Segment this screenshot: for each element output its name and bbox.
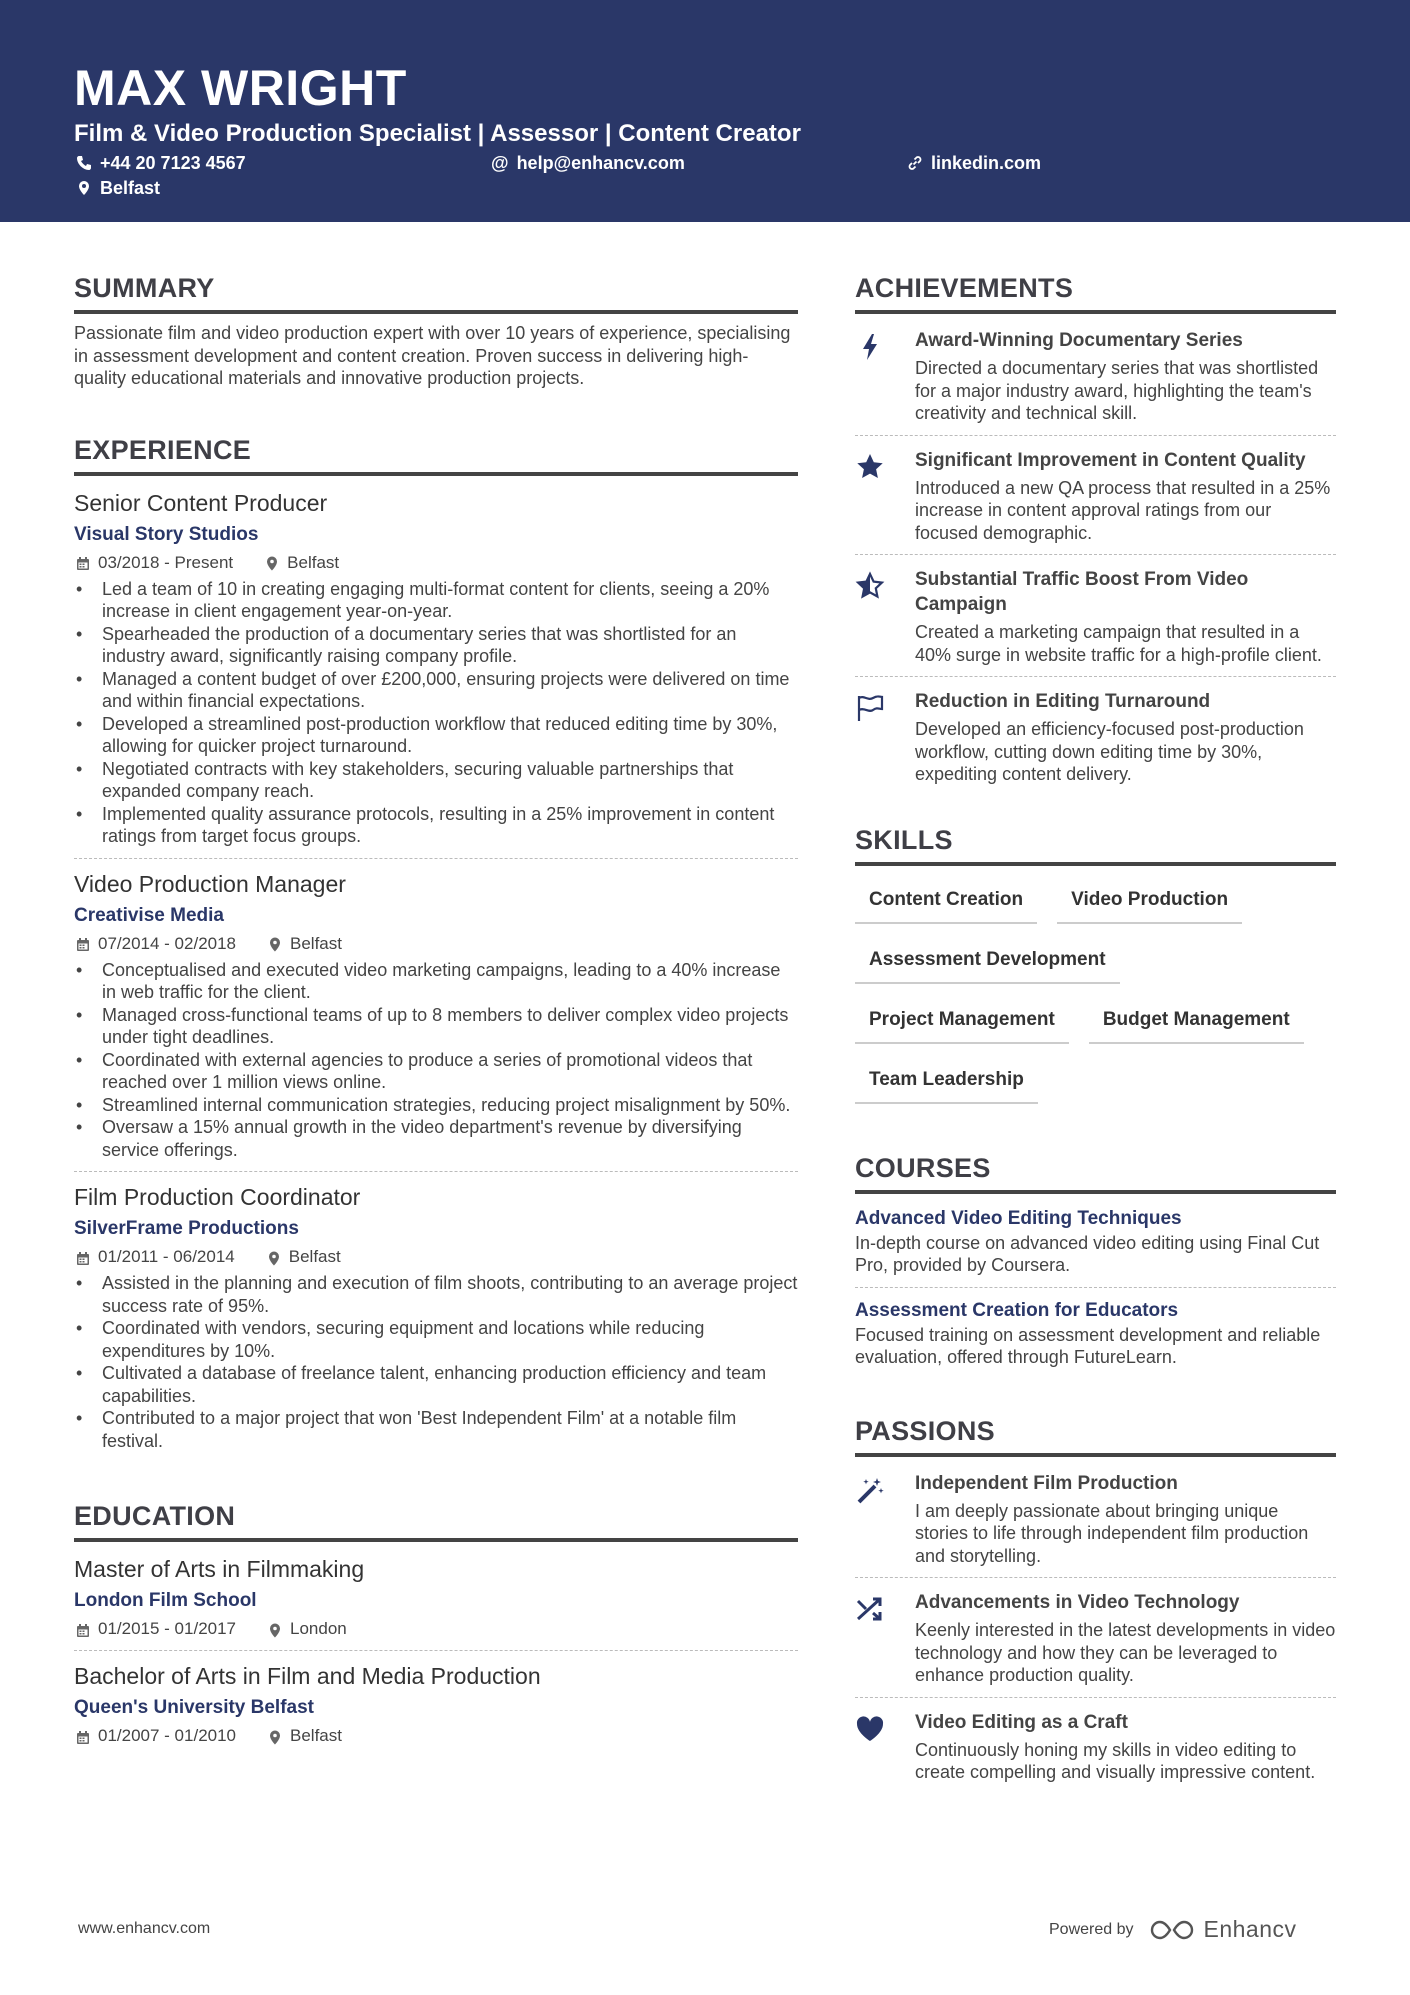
school-name[interactable]: Queen's University Belfast xyxy=(74,1697,314,1718)
course-description: Focused training on assessment development and reliable evaluation, offered through FutureLearn. xyxy=(855,1324,1321,1367)
bullet-item: • Oversaw a 15% annual growth in the video department's revenue by diversifying service offerings. xyxy=(74,1116,798,1161)
passion-item-title: Independent Film Production xyxy=(915,1472,1178,1494)
achievement-item-description: Developed an efficiency-focused post-production workflow, cutting down editing time by 30%, expediting content delivery. xyxy=(915,719,1304,784)
magic-wand-icon xyxy=(855,1469,915,1568)
date-range: 03/2018 - Present xyxy=(98,552,234,572)
passion-item-description: Continuously honing my skills in video editing to create compelling and visually impressive content. xyxy=(915,1739,1316,1782)
passion-item xyxy=(855,1469,1336,1568)
degree: Master of Arts in Filmmaking xyxy=(74,1556,365,1582)
date-location-row xyxy=(74,552,798,574)
passion-item-content xyxy=(915,1708,1336,1784)
bullet-item: • Led a team of 10 in creating engaging multi-format content for clients, seeing a 20% increase in client engagement year-on-year. xyxy=(74,578,798,623)
course-item xyxy=(855,1298,1336,1369)
passion-item xyxy=(855,1588,1336,1687)
achievement-item-title: Reduction in Editing Turnaround xyxy=(915,691,1211,712)
at-icon: @ xyxy=(491,153,509,173)
heart-icon xyxy=(855,1708,915,1784)
bullet-item: • Spearheaded the production of a documentary series that was shortlisted for an industry award, significantly raising company profile. xyxy=(74,623,798,668)
achievements-list xyxy=(855,326,1336,786)
divider xyxy=(855,435,1336,436)
courses-list xyxy=(855,1206,1336,1369)
achievement-item-title: Substantial Traffic Boost From Video Campaign xyxy=(915,569,1249,615)
divider xyxy=(74,1171,798,1172)
bullet-list xyxy=(74,959,798,1162)
skill-tag: Project Management xyxy=(855,998,1069,1044)
experience-list xyxy=(74,488,798,1453)
achievement-item xyxy=(855,326,1336,425)
star-outline-icon xyxy=(855,565,915,666)
lightning-icon xyxy=(855,326,915,425)
email-text[interactable]: help@enhancv.com xyxy=(516,153,685,173)
job-title: Film Production Coordinator xyxy=(74,1184,361,1210)
phone-icon xyxy=(76,155,92,171)
bullet-item: • Managed cross-functional teams of up to 8 members to deliver complex video projects under tight deadlines. xyxy=(74,1004,798,1049)
bullet-item: • Negotiated contracts with key stakeholders, securing valuable partnerships that expanded company reach. xyxy=(74,758,798,803)
phone-contact xyxy=(76,152,246,174)
course-title[interactable]: Assessment Creation for Educators xyxy=(855,1299,1179,1321)
bullet-item: • Coordinated with external agencies to produce a series of promotional videos that reached over 1 million views online. xyxy=(74,1049,798,1094)
divider xyxy=(855,554,1336,555)
bullet-item: • Conceptualised and executed video marketing campaigns, leading to a 40% increase in web traffic for the client. xyxy=(74,959,798,1004)
achievement-item-content xyxy=(915,326,1336,425)
passion-item-description: I am deeply passionate about bringing unique stories to life through independent film production and storytelling. xyxy=(915,1500,1309,1566)
achievement-item xyxy=(855,687,1336,786)
experience-entry xyxy=(74,1182,798,1452)
bullet-item: • Assisted in the planning and execution of film shoots, contributing to an average project success rate of 95%. xyxy=(74,1272,798,1317)
location-pin-icon xyxy=(268,936,282,951)
achievement-item-description: Created a marketing campaign that resulted in a 40% surge in website traffic for a high-profile client. xyxy=(915,622,1322,665)
enhancv-logo-icon xyxy=(1148,1918,1196,1942)
phone-text: +44 20 7123 4567 xyxy=(100,153,246,173)
bullet-item: • Developed a streamlined post-production workflow that reduced editing time by 30%, allowing for quicker project turnaround. xyxy=(74,713,798,758)
date-location-row xyxy=(74,1725,798,1747)
experience-heading: EXPERIENCE xyxy=(74,424,798,476)
company-name[interactable]: SilverFrame Productions xyxy=(74,1218,299,1239)
school-name[interactable]: London Film School xyxy=(74,1590,257,1611)
achievement-item-description: Introduced a new QA process that resulted in a 25% increase in content approval ratings from our focused demographic. xyxy=(915,477,1331,543)
course-item xyxy=(855,1206,1336,1277)
skill-tag: Budget Management xyxy=(1089,998,1304,1044)
shuffle-icon xyxy=(855,1588,915,1687)
bullet-item: • Contributed to a major project that won 'Best Independent Film' at a notable film festival. xyxy=(74,1407,798,1452)
achievement-item-title: Significant Improvement in Content Quality xyxy=(915,449,1306,471)
summary-heading: SUMMARY xyxy=(74,262,798,314)
linkedin-text[interactable]: linkedin.com xyxy=(931,153,1042,173)
passion-item-title: Advancements in Video Technology xyxy=(915,1592,1240,1613)
location-pin-icon xyxy=(267,1250,281,1265)
date-location-row xyxy=(74,1618,798,1640)
left-column xyxy=(74,262,798,1747)
bullet-item: • Managed a content budget of over £200,000, ensuring projects were delivered on time and within financial expectations. xyxy=(74,668,798,713)
date-range: 01/2007 - 01/2010 xyxy=(98,1726,237,1745)
achievement-item-content xyxy=(915,565,1336,666)
powered-by-text: Powered by xyxy=(1049,1920,1134,1938)
passions-list xyxy=(855,1469,1336,1784)
achievement-item-title: Award-Winning Documentary Series xyxy=(915,330,1243,351)
skill-tag: Team Leadership xyxy=(855,1058,1038,1104)
location: Belfast xyxy=(287,552,340,572)
skill-tag: Content Creation xyxy=(855,878,1037,924)
skills-list xyxy=(855,878,1336,1118)
star-icon xyxy=(855,446,915,545)
passion-item xyxy=(855,1708,1336,1784)
job-title: Video Production Manager xyxy=(74,870,346,897)
location: London xyxy=(290,1619,347,1638)
candidate-title: Film & Video Production Specialist | Assessor | Content Creator xyxy=(74,120,801,147)
bullet-item: • Streamlined internal communication strategies, reducing project misalignment by 50%. xyxy=(74,1094,798,1117)
achievement-item-content xyxy=(915,687,1336,786)
date-location-row xyxy=(74,933,798,955)
enhancv-logo xyxy=(1148,1916,1297,1943)
location: Belfast xyxy=(290,933,342,953)
divider xyxy=(855,676,1336,677)
link-icon xyxy=(907,155,923,171)
bullet-item: • Coordinated with vendors, securing equipment and locations while reducing expenditures by 10%. xyxy=(74,1317,798,1362)
bullet-list xyxy=(74,578,798,848)
calendar-icon xyxy=(76,1622,90,1637)
courses-heading: COURSES xyxy=(855,1142,1336,1194)
course-title[interactable]: Advanced Video Editing Techniques xyxy=(855,1207,1182,1229)
date-range: 01/2015 - 01/2017 xyxy=(98,1619,237,1638)
enhancv-brand-text: Enhancv xyxy=(1203,1916,1297,1942)
experience-entry xyxy=(74,488,798,848)
location-text: Belfast xyxy=(100,178,161,198)
passion-item-content xyxy=(915,1469,1336,1568)
passions-heading: PASSIONS xyxy=(855,1405,1336,1457)
achievement-item-content xyxy=(915,446,1336,545)
date-location-row xyxy=(74,1246,798,1268)
location-contact xyxy=(76,177,160,199)
job-title: Senior Content Producer xyxy=(74,489,328,516)
location: Belfast xyxy=(288,1247,341,1266)
calendar-icon xyxy=(76,1250,90,1265)
passion-item-description: Keenly interested in the latest developments in video technology and how they can be leveraged to enhance production quality. xyxy=(915,1620,1336,1685)
footer-website[interactable]: www.enhancv.com xyxy=(78,1920,211,1937)
company-name[interactable]: Creativise Media xyxy=(74,904,224,926)
calendar-icon xyxy=(76,555,90,570)
education-entry xyxy=(74,1554,798,1640)
skills-heading: SKILLS xyxy=(855,814,1336,866)
achievements-heading: ACHIEVEMENTS xyxy=(855,262,1336,314)
degree: Bachelor of Arts in Film and Media Production xyxy=(74,1663,541,1689)
achievement-item xyxy=(855,565,1336,666)
achievement-item xyxy=(855,446,1336,545)
footer-brand xyxy=(1049,1916,1297,1943)
divider xyxy=(855,1287,1336,1288)
divider xyxy=(74,858,798,859)
skill-tag: Video Production xyxy=(1057,878,1242,924)
bullet-item: • Cultivated a database of freelance talent, enhancing production efficiency and team capabilities. xyxy=(74,1362,798,1407)
location-pin-icon xyxy=(268,1622,282,1637)
bullet-item: • Implemented quality assurance protocols, resulting in a 25% improvement in content ratings from target focus groups. xyxy=(74,803,798,848)
skill-tag: Assessment Development xyxy=(855,938,1120,984)
divider xyxy=(74,1650,798,1651)
education-list xyxy=(74,1554,798,1747)
course-description: In-depth course on advanced video editing using Final Cut Pro, provided by Coursera. xyxy=(855,1232,1320,1275)
email-contact[interactable] xyxy=(491,152,685,174)
location-pin-icon xyxy=(268,1729,282,1744)
calendar-icon xyxy=(76,936,90,951)
calendar-icon xyxy=(76,1729,90,1744)
divider xyxy=(855,1577,1336,1578)
location-pin-icon xyxy=(265,555,279,570)
location-pin-icon xyxy=(76,180,92,196)
bullet-list xyxy=(74,1272,798,1452)
date-range: 01/2011 - 06/2014 xyxy=(98,1247,235,1266)
divider xyxy=(855,1697,1336,1698)
linkedin-contact[interactable] xyxy=(907,152,1041,174)
experience-entry xyxy=(74,869,798,1162)
right-column xyxy=(855,262,1336,1784)
education-heading: EDUCATION xyxy=(74,1490,798,1542)
company-name[interactable]: Visual Story Studios xyxy=(74,523,259,545)
passion-item-content xyxy=(915,1588,1336,1687)
flag-icon xyxy=(855,687,915,786)
education-entry xyxy=(74,1661,798,1747)
achievement-item-description: Directed a documentary series that was shortlisted for a major industry award, highlighting the team's creativity and technical skill. xyxy=(915,358,1319,423)
resume-header xyxy=(0,0,1410,222)
passion-item-title: Video Editing as a Craft xyxy=(915,1711,1128,1733)
location: Belfast xyxy=(290,1726,342,1745)
summary-text: Passionate film and video production expert with over 10 years of experience, specialising in assessment development and content creation. Proven success in delivering high-quality educational materials and innovative production projects. xyxy=(74,323,791,388)
candidate-name: MAX WRIGHT xyxy=(74,60,407,116)
date-range: 07/2014 - 02/2018 xyxy=(98,933,237,953)
